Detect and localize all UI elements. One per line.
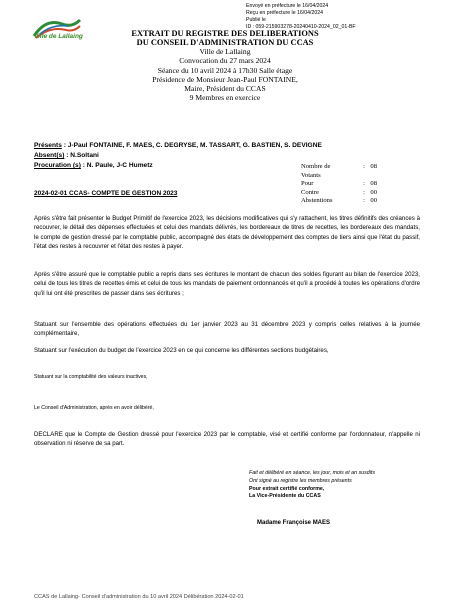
prefecture-stamp <box>246 3 356 31</box>
absents-line <box>34 152 99 160</box>
paragraph-budget: Après s'être fait présenter le Budget Primitif de l'exercice 2023, les décisions modificatives qui s'y rattachent, les titres définitifs des créances à recouvrer, le détail des dépenses effectuées et celui des mandats délivrés, les bordereaux de titres de recettes, les bordereaux des mandats, le compte de gestion dressé par le comptable public, accompagné des états de développement des comptes de tiers ainsi que l'état du passif, l'état des restes à recouvrer et l'état des restes à payer. <box>34 215 420 251</box>
presents-line <box>34 142 322 150</box>
document-title-line2: DU CONSEIL D'ADMINISTRATION DU CCAS <box>136 38 314 47</box>
paragraph-statuant-operations: Statuant sur l'ensemble des opérations effectuées du 1er janvier 2023 au 31 décembre 2023 y compris celles relatives à la journée complémentaire, <box>34 321 420 338</box>
procuration-label: Procuration (s) <box>34 162 81 169</box>
paragraph-conseil: Le Conseil d'Administration, après en avoir délibéré, <box>34 405 154 411</box>
vote-row: Contre : 00 <box>301 188 377 196</box>
stamp-line: Publié le <box>246 17 266 23</box>
signature-line: Ont signé au registre les membres présents <box>249 477 352 484</box>
members-count: 9 Membres en exercice <box>189 93 261 103</box>
page-footer: CCAS de Lallaing- Conseil d'administration du 10 avril 2024 Délibération 2024-02-01 <box>34 594 244 600</box>
stamp-line: ID : 059-215903278-20240410-2024_02_01-BF <box>246 24 356 30</box>
president-role: Maire, Président du CCAS <box>184 84 266 94</box>
absents-names: : N.Soltani <box>64 152 99 159</box>
presidence: Présidence de Monsieur Jean-Paul FONTAINE, <box>152 74 298 84</box>
signature-line: Fait et délibéré en séance, les jour, mois et an susdits <box>249 470 376 476</box>
vote-row: Pour : 08 <box>301 180 377 188</box>
paragraph-valeurs-inactives: Statuant sur la comptabilité des valeurs inactives, <box>34 374 148 380</box>
stamp-line: Reçu en préfecture le 16/04/2024 <box>246 10 324 16</box>
seance-info: Séance du 10 avril 2024 à 17h30 Salle étage <box>157 65 293 75</box>
signatory-name: Madame Françoise MAES <box>257 520 331 526</box>
vote-label: Contre <box>301 188 319 196</box>
paragraph-declare: DECLARE que le Compte de Gestion dressé pour l'exercice 2023 par le comptable, visé et certifié conforme par l'ordonnateur, n'appelle ni observation ni réserve de sa part. <box>34 431 420 448</box>
procuration-names: : N. Paule, J-C Humetz <box>80 162 153 169</box>
vote-label: Pour <box>301 180 314 188</box>
vote-value: 00 <box>370 188 377 196</box>
vote-row: Abstentions : 00 <box>301 197 377 205</box>
header-block <box>0 47 450 103</box>
vote-row: Nombre de Votants : 08 <box>301 163 377 179</box>
vote-label: Nombre de Votants <box>301 163 331 179</box>
vote-value: 08 <box>370 180 377 188</box>
section-title: 2024-02-01 CCAS- COMPTE DE GESTION 2023 <box>34 190 178 197</box>
vote-value: 00 <box>370 197 377 205</box>
document-title-line1: EXTRAIT DU REGISTRE DES DELIBERATIONS <box>131 29 319 38</box>
stamp-line: Envoyé en préfecture le 16/04/2024 <box>246 3 329 9</box>
signature-block <box>249 470 375 501</box>
paragraph-statuant-execution: Statuant sur l'exécution du budget de l'exercice 2023 en ce qui concerne les différentes sections budgétaires, <box>34 347 329 354</box>
vote-table <box>301 163 377 206</box>
signature-line: La Vice-Présidente du CCAS <box>249 493 321 500</box>
vote-label: Abstentions <box>301 197 333 205</box>
signature-line: Pour extrait certifié conforme, <box>249 485 325 492</box>
vote-value: 08 <box>370 163 377 170</box>
absents-label: Absent(s) <box>34 152 65 159</box>
presents-label: Présents <box>34 142 62 149</box>
convocation-date: Convocation du 27 mars 2024 <box>179 56 271 66</box>
procuration-line <box>34 162 153 170</box>
presents-names: : J-Paul FONTAINE, F. MAES, C. DEGRYSE, M. TASSART, G. BASTIEN, S. DEVIGNE <box>61 142 322 149</box>
logo-text: Ville de Lallaing <box>34 33 83 40</box>
paragraph-comptable: Après s'être assuré que le comptable public a repris dans ses écritures le montant de chacun des soldes figurant au bilan de l'exercice 2023, celui de tous les titres de recettes émis et celui de tous les mandats de paiement ordonnancés et qu'il a procédé à toutes les opérations d'ordre qu'il lui ont été prescrites de passer dans ses écritures ; <box>34 271 420 297</box>
town-name: Ville de Lallaing <box>199 47 251 56</box>
